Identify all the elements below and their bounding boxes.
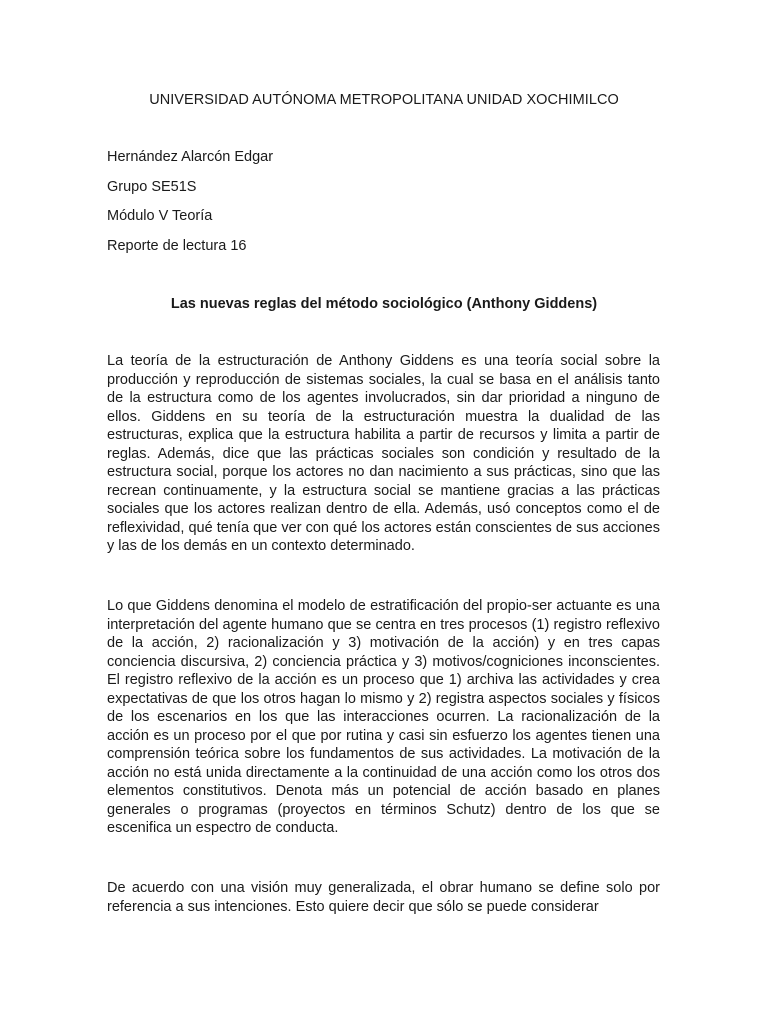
paragraph-2: Lo que Giddens denomina el modelo de estratificación del propio-ser actuante es una interpretación del agente humano que se centra en tres procesos (1) registro reflexivo de la acción, 2) racionalización y 3) motivación de la acción) y en tres capas conciencia discursiva, 2) conciencia práctica y 3) motivos/cogniciones inconscientes. El registro reflexivo de la acción es un proceso que 1) archiva las actividades y crea expectativas de que los otros hagan lo mismo y 2) registra aspectos sociales y físicos de los escenarios en los que las interacciones ocurren. La racionalización de la acción es un proceso por el que por rutina y casi sin esfuerzo los agentes tienen una comprensión teórica sobre los fundamentos de sus actividades. La motivación de la acción no está unida directamente a la continuidad de una acción como los otros dos elementos constitutivos. Denota más un potencial de acción basado en planes generales o programas (proyectos en términos Schutz) dentro de los que se escenifica un espectro de conducta. bbox=[107, 598, 660, 836]
author-name: Hernández Alarcón Edgar bbox=[107, 149, 274, 165]
document-title: Las nuevas reglas del método sociológico (Anthony Giddens) bbox=[170, 296, 598, 312]
paragraph-1: La teoría de la estructuración de Anthony Giddens es una teoría social sobre la producción y reproducción de sistemas sociales, la cual se basa en el análisis tanto de la estructura como de los agentes involucrados, sin dar prioridad a ninguno de ellos. Giddens en su teoría de la estructuración muestra la dualidad de las estructuras, explica que la estructura habilita a partir de recursos y limita a partir de reglas. Además, dice que las prácticas sociales son condición y resultado de la estructura social, porque los actores no dan nacimiento a sus prácticas, sino que las recrean continuamente, y la estructura social se mantiene gracias a las prácticas sociales que los actores realizan dentro de ella. Además, usó conceptos como el de reflexividad, qué tenía que ver con qué los actores están conscientes de sus acciones y las de los demás en un contexto determinado. bbox=[107, 353, 660, 554]
paragraph-3: De acuerdo con una visión muy generalizada, el obrar humano se define solo por referencia a sus intenciones. Esto quiere decir que sólo se puede considerar bbox=[107, 880, 660, 915]
module-line: Módulo V Teoría bbox=[107, 208, 213, 224]
report-line: Reporte de lectura 16 bbox=[107, 238, 247, 254]
university-header: UNIVERSIDAD AUTÓNOMA METROPOLITANA UNIDAD XOCHIMILCO bbox=[149, 92, 619, 108]
group-line: Grupo SE51S bbox=[107, 179, 197, 195]
